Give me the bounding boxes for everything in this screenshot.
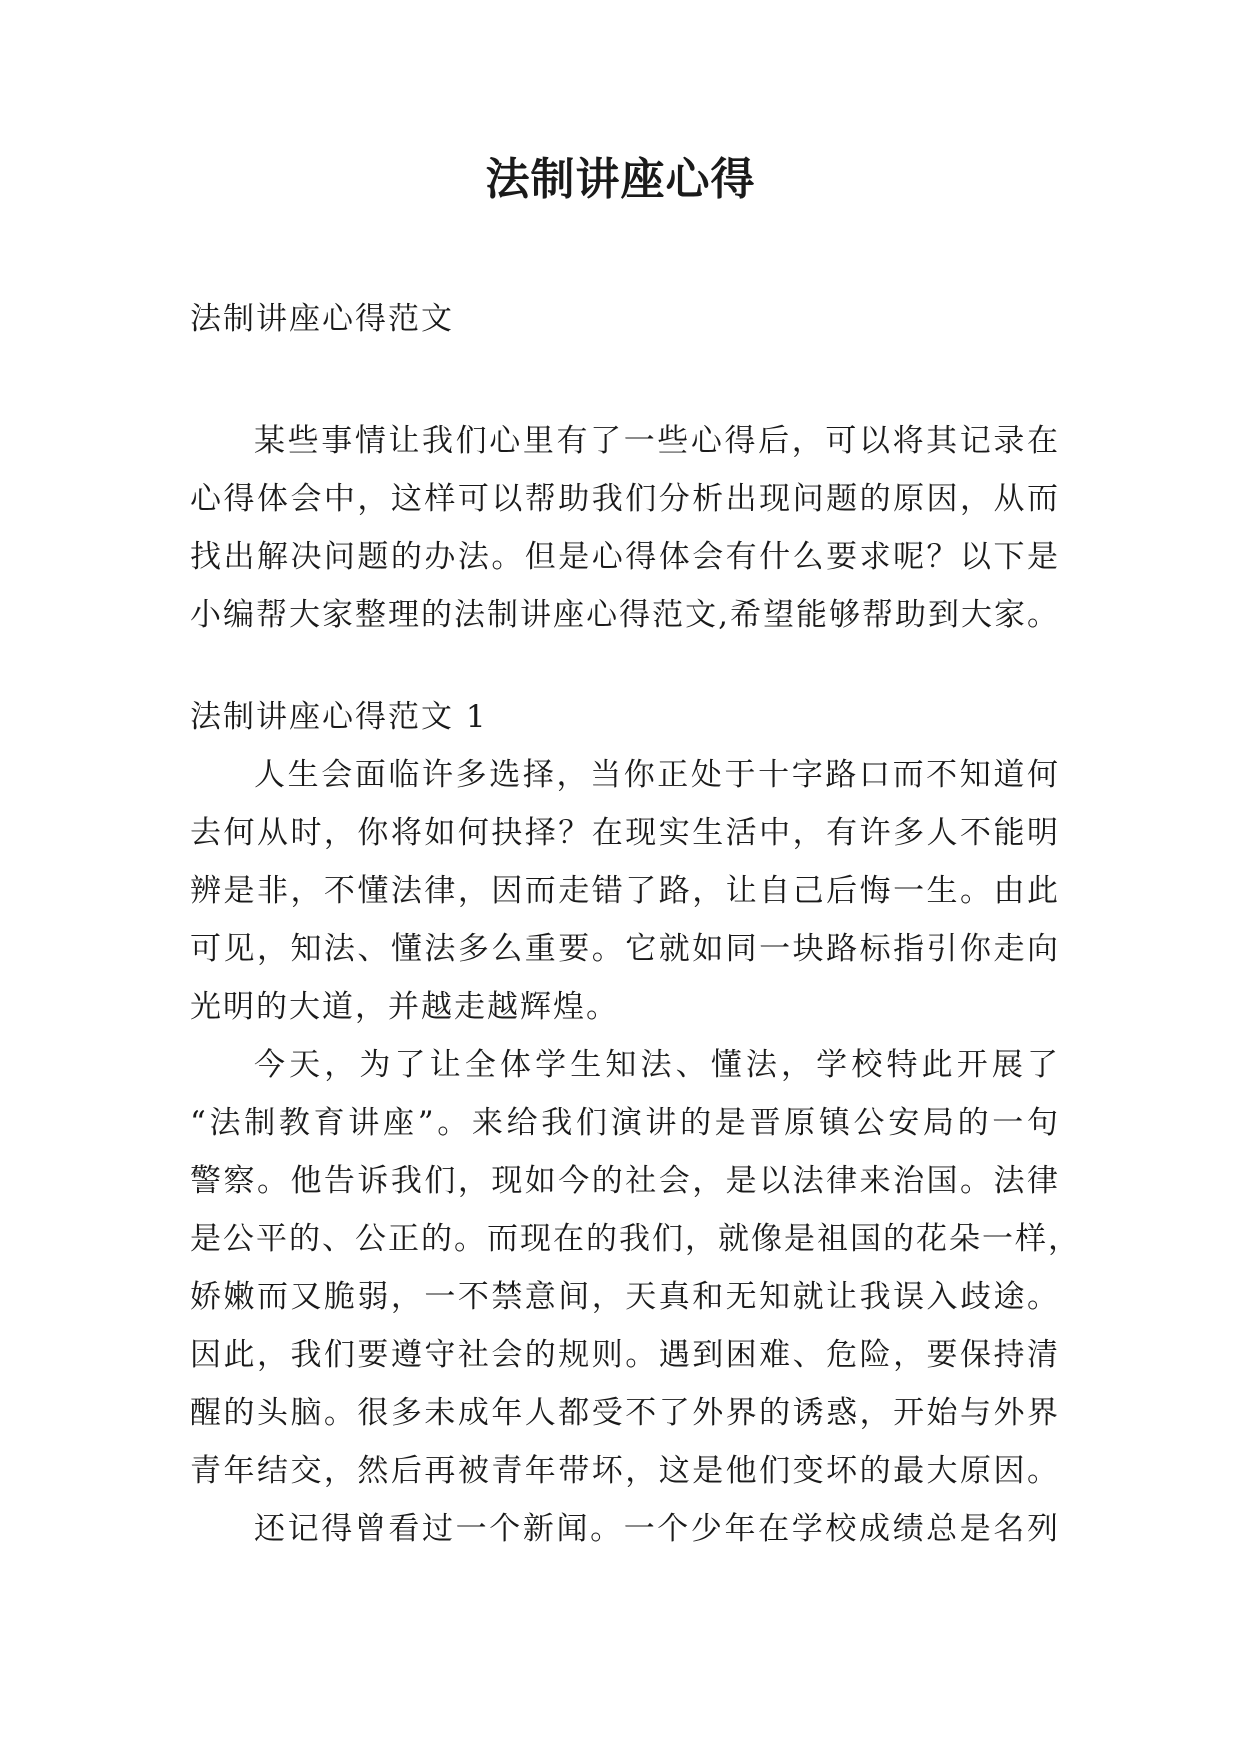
- paragraph-line: 今天，为了让全体学生知法、懂法，学校特此开展了: [254, 1047, 1060, 1083]
- paragraph-line: “法制教育讲座”。来给我们演讲的是晋原镇公安局的一句: [190, 1105, 1060, 1141]
- paragraph-line: 警察。他告诉我们，现如今的社会，是以法律来治国。法律: [190, 1163, 1060, 1199]
- paragraph-line: 去何从时，你将如何抉择？在现实生活中，有许多人不能明: [190, 815, 1060, 851]
- paragraph-line: 某些事情让我们心里有了一些心得后，可以将其记录在: [254, 423, 1060, 459]
- spacer: [190, 644, 1060, 688]
- spacer: [190, 348, 1060, 412]
- document-title: 法制讲座心得: [485, 154, 756, 205]
- paragraph-line: 光明的大道，并越走越辉煌。: [190, 989, 619, 1025]
- document-body: [190, 290, 1081, 1558]
- paragraph-line: 心得体会中，这样可以帮助我们分析出现问题的原因，从而: [190, 481, 1060, 517]
- intro-paragraph: [190, 412, 1060, 644]
- paragraph-line: 醒的头脑。很多未成年人都受不了外界的诱惑，开始与外界: [190, 1395, 1060, 1431]
- section-heading: 法制讲座心得范文 1: [190, 699, 488, 735]
- section1-paragraph-2: [190, 1036, 1081, 1500]
- paragraph-line: 青年结交，然后再被青年带坏，这是他们变坏的最大原因。: [190, 1453, 1060, 1489]
- section1-paragraph-3: [190, 1500, 1060, 1558]
- paragraph-line: 小编帮大家整理的法制讲座心得范文,希望能够帮助到大家。: [190, 597, 1060, 633]
- paragraph-line: 还记得曾看过一个新闻。一个少年在学校成绩总是名列: [254, 1511, 1060, 1547]
- document-subtitle: 法制讲座心得范文: [190, 301, 454, 337]
- paragraph-line: 可见，知法、懂法多么重要。它就如同一块路标指引你走向: [190, 931, 1060, 967]
- paragraph-line: 辨是非，不懂法律，因而走错了路，让自己后悔一生。由此: [190, 873, 1060, 909]
- section1-paragraph-1: [190, 746, 1060, 1036]
- paragraph-line: 人生会面临许多选择，当你正处于十字路口而不知道何: [254, 757, 1060, 793]
- paragraph-line: 是公平的、公正的。而现在的我们，就像是祖国的花朵一样，: [190, 1221, 1081, 1257]
- paragraph-line: 找出解决问题的办法。但是心得体会有什么要求呢？以下是: [190, 539, 1060, 575]
- paragraph-line: 因此，我们要遵守社会的规则。遇到困难、危险，要保持清: [190, 1337, 1060, 1373]
- paragraph-line: 娇嫩而又脆弱，一不禁意间，天真和无知就让我误入歧途。: [190, 1279, 1060, 1315]
